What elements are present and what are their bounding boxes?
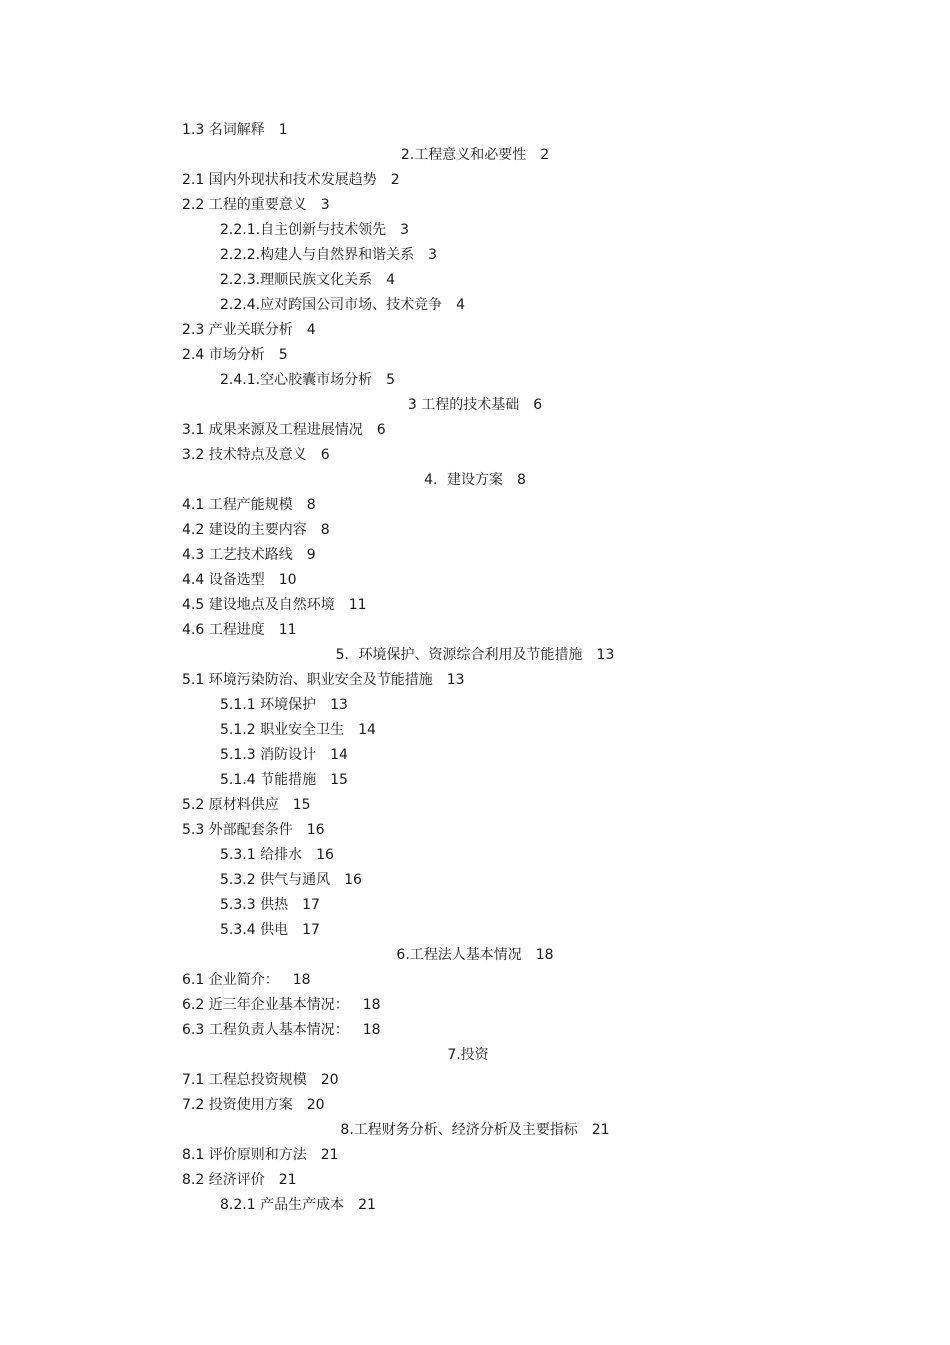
toc-page-number: 18 [362,997,381,1013]
toc-chapter-heading[interactable] [0,1043,950,1068]
toc-page-number: 8 [320,522,330,538]
toc-entry[interactable] [0,918,950,943]
toc-page-number: 8 [306,497,316,513]
toc-chapter-heading[interactable] [0,393,950,418]
toc-entry[interactable] [0,593,950,618]
toc-entry-title: 4.4 设备选型 [182,572,265,588]
toc-chapter-heading[interactable] [0,943,950,968]
toc-entry-title: 4.2 建设的主要内容 [182,522,307,538]
toc-page-number: 2 [390,172,400,188]
toc-entry[interactable] [0,1093,950,1118]
toc-entry-title: 2.2.1.自主创新与技术领先 [220,222,387,238]
toc-page-number: 16 [344,872,362,888]
toc-entry[interactable] [0,893,950,918]
toc-entry-title: 5.1.4 节能措施 [220,772,317,788]
toc-entry-title: 4.3 工艺技术路线 [182,547,293,563]
toc-chapter-heading[interactable] [0,643,950,668]
toc-entry-title: 5.3.2 供气与通风 [220,872,331,888]
toc-page-number: 17 [302,922,320,938]
toc-entry[interactable] [0,268,950,293]
toc-entry-title: 2.2.4.应对跨国公司市场、技术竞争 [220,297,443,313]
toc-entry-title: 5．环境保护、资源综合利用及节能措施 [335,647,583,663]
toc-entry[interactable] [0,1193,950,1218]
toc-entry-title: 7.2 投资使用方案 [182,1097,293,1113]
toc-chapter-heading[interactable] [0,1118,950,1143]
toc-entry[interactable] [0,793,950,818]
toc-entry-title: 6.3 工程负责人基本情况： [182,1022,349,1038]
toc-page-number: 16 [306,822,325,838]
toc-entry[interactable] [0,118,950,143]
toc-page-number: 1 [278,122,288,138]
toc-page-number: 5 [278,347,288,363]
toc-page-number: 10 [278,572,297,588]
toc-entry[interactable] [0,318,950,343]
toc-entry-title: 2.4 市场分析 [182,347,265,363]
toc-entry-title: 3.1 成果来源及工程进展情况 [182,422,363,438]
toc-page-number: 20 [320,1072,339,1088]
toc-entry-title: 4.1 工程产能规模 [182,497,293,513]
toc-entry[interactable] [0,668,950,693]
toc-entry[interactable] [0,693,950,718]
toc-chapter-heading[interactable] [0,468,950,493]
toc-entry[interactable] [0,218,950,243]
toc-entry[interactable] [0,168,950,193]
toc-entry-title: 5.3.3 供热 [220,897,289,913]
toc-page-number: 21 [278,1172,297,1188]
toc-entry[interactable] [0,493,950,518]
toc-page-number: 9 [306,547,316,563]
toc-entry[interactable] [0,368,950,393]
toc-entry-title: 8.2 经济评价 [182,1172,265,1188]
toc-entry[interactable] [0,843,950,868]
toc-page-number [489,1047,503,1063]
toc-entry-title: 6.工程法人基本情况 [396,947,522,963]
toc-page-number: 21 [358,1197,376,1213]
toc-entry-title: 4.5 建设地点及自然环境 [182,597,335,613]
toc-page-number: 20 [306,1097,325,1113]
toc-page-number: 6 [320,447,330,463]
toc-entry-title: 5.1.1 环境保护 [220,697,317,713]
toc-entry-title: 8.1 评价原则和方法 [182,1147,307,1163]
toc-page-number: 11 [278,622,297,638]
toc-page-number: 13 [330,697,348,713]
toc-entry[interactable] [0,968,950,993]
toc-page-number: 21 [591,1122,610,1138]
toc-entry[interactable] [0,293,950,318]
toc-page-number: 4 [456,297,465,313]
toc-entry-title: 2.2.3.理顺民族文化关系 [220,272,373,288]
toc-entry-title: 7.投资 [447,1047,489,1063]
toc-entry[interactable] [0,768,950,793]
toc-entry-title: 4．建设方案 [424,472,503,488]
toc-entry[interactable] [0,743,950,768]
toc-entry[interactable] [0,243,950,268]
toc-page-number: 11 [348,597,367,613]
toc-entry[interactable] [0,193,950,218]
toc-chapter-heading[interactable] [0,143,950,168]
toc-entry-title: 6.1 企业简介： [182,972,279,988]
toc-entry-title: 5.3 外部配套条件 [182,822,293,838]
toc-page-number: 6 [376,422,386,438]
toc-entry-title: 5.2 原材料供应 [182,797,279,813]
toc-entry[interactable] [0,543,950,568]
toc-entry-title: 5.1 环境污染防治、职业安全及节能措施 [182,672,433,688]
table-of-contents [0,118,950,1218]
toc-page-number: 4 [306,322,316,338]
toc-page-number: 3 [320,197,330,213]
toc-entry-title: 5.3.1 给排水 [220,847,303,863]
toc-entry[interactable] [0,418,950,443]
toc-entry-title: 6.2 近三年企业基本情况： [182,997,349,1013]
toc-entry[interactable] [0,1018,950,1043]
toc-entry[interactable] [0,818,950,843]
toc-page-number: 8 [517,472,526,488]
toc-entry[interactable] [0,993,950,1018]
toc-entry-title: 1.3 名词解释 [182,122,265,138]
toc-entry[interactable] [0,868,950,893]
toc-page-number: 3 [428,247,437,263]
toc-page-number: 3 [400,222,409,238]
toc-entry-title: 3.2 技术特点及意义 [182,447,307,463]
toc-entry[interactable] [0,618,950,643]
toc-page-number: 13 [596,647,615,663]
toc-entry[interactable] [0,1168,950,1193]
toc-page-number: 13 [446,672,465,688]
toc-page-number: 15 [330,772,348,788]
toc-entry[interactable] [0,518,950,543]
toc-page-number: 4 [386,272,395,288]
toc-page-number: 18 [362,1022,381,1038]
toc-entry-title: 5.1.3 消防设计 [220,747,317,763]
toc-entry[interactable] [0,1143,950,1168]
toc-entry-title: 3 工程的技术基础 [407,397,520,413]
toc-page-number: 14 [330,747,348,763]
toc-page-number: 18 [535,947,554,963]
toc-page-number: 6 [533,397,543,413]
toc-entry[interactable] [0,1068,950,1093]
toc-entry-title: 8.2.1 产品生产成本 [220,1197,345,1213]
toc-page-number: 2 [540,147,550,163]
toc-entry-title: 2.2 工程的重要意义 [182,197,307,213]
toc-entry-title: 7.1 工程总投资规模 [182,1072,307,1088]
toc-page-number: 15 [292,797,311,813]
toc-page-number: 16 [316,847,334,863]
toc-entry[interactable] [0,568,950,593]
toc-entry-title: 4.6 工程进度 [182,622,265,638]
toc-entry-title: 5.1.2 职业安全卫生 [220,722,345,738]
toc-page-number: 14 [358,722,376,738]
toc-entry-title: 2.1 国内外现状和技术发展趋势 [182,172,377,188]
toc-entry-title: 2.4.1.空心胶囊市场分析 [220,372,373,388]
toc-entry-title: 2.3 产业关联分析 [182,322,293,338]
toc-entry-title: 2.2.2.构建人与自然界和谐关系 [220,247,415,263]
toc-entry[interactable] [0,718,950,743]
toc-entry-title: 2.工程意义和必要性 [400,147,527,163]
toc-entry-title: 5.3.4 供电 [220,922,289,938]
toc-entry[interactable] [0,343,950,368]
toc-page-number: 18 [292,972,311,988]
toc-entry-title: 8.工程财务分析、经济分析及主要指标 [340,1122,578,1138]
toc-page-number: 5 [386,372,395,388]
toc-page-number: 17 [302,897,320,913]
toc-page-number: 21 [320,1147,339,1163]
toc-entry[interactable] [0,443,950,468]
